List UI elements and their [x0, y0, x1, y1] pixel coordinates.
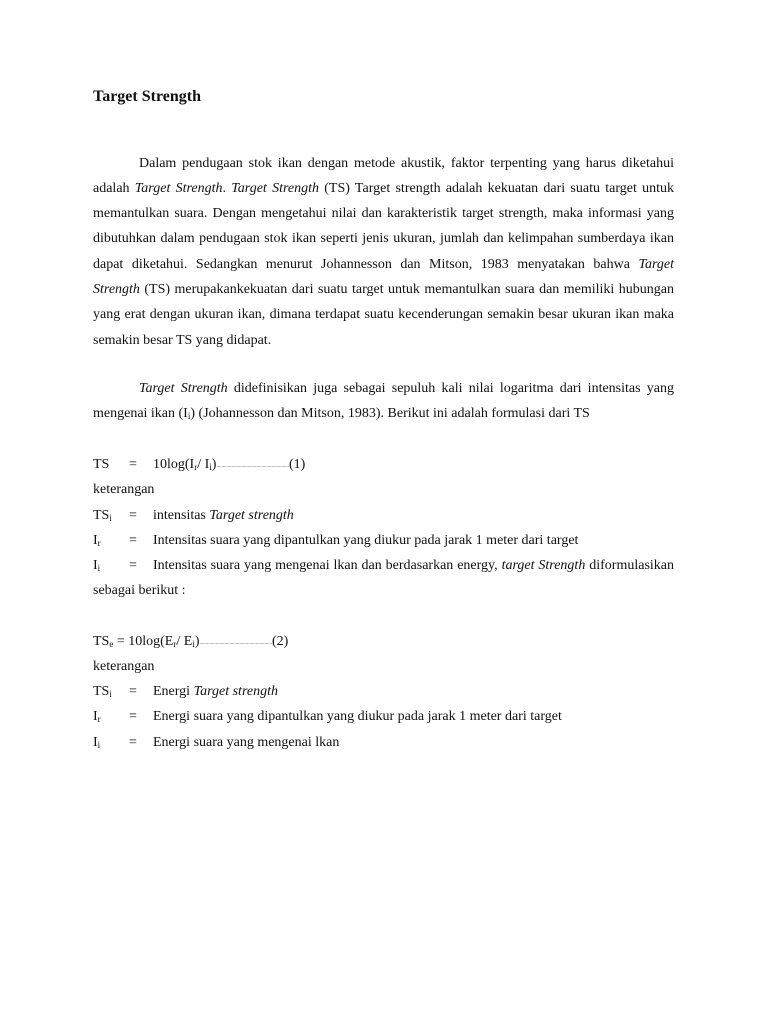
symbol: [93, 506, 129, 526]
subscript: i: [109, 513, 112, 523]
formula-expr: / I: [197, 457, 210, 472]
subscript: i: [109, 689, 112, 699]
formula-expr: ): [194, 634, 200, 649]
ket2-row-ts: [93, 682, 278, 702]
leader-dots: ..........................................................: [199, 641, 272, 646]
symbol: [93, 531, 129, 551]
symbol: [93, 553, 129, 578]
formula-2: [93, 632, 288, 654]
italic-term: Target Strength: [231, 180, 319, 196]
italic-term: Target Strength: [139, 380, 228, 396]
equals-sign: =: [129, 533, 137, 548]
subscript: r: [97, 714, 101, 724]
subscript: r: [97, 538, 101, 548]
formula-lhs: TS: [93, 634, 110, 649]
subscript: i: [187, 410, 191, 421]
formula-1: [93, 455, 305, 477]
keterangan-label-2: keterangan: [93, 659, 155, 674]
definition: diformulasikan sebagai berikut :: [93, 557, 675, 598]
text: .: [222, 180, 232, 196]
italic-term: Target Strength: [134, 180, 223, 196]
ket2-row-ir: [93, 707, 562, 727]
equation-number: (1): [288, 457, 306, 472]
keterangan-label-1: keterangan: [93, 482, 155, 497]
equals-sign: =: [129, 557, 137, 573]
text: (TS) merupakankekuatan dari suatu target untuk memantulkan suara dan memiliki hubungan yang erat dengan ukuran ikan, dimana terdapat suatu kecenderungan semakin besar ukuran ikan maka semakin besar TS yang didapat.: [93, 281, 674, 348]
definition: Intensitas suara yang dipantulkan yang diukur pada jarak 1 meter dari target: [153, 533, 579, 548]
formula-lhs: TS: [93, 457, 110, 472]
symbol: [93, 682, 129, 702]
subscript: i: [192, 639, 195, 649]
ket1-row-ii: [93, 553, 674, 604]
symbol-text: TS: [93, 508, 110, 523]
equals-sign: =: [129, 508, 137, 523]
subscript: i: [209, 462, 212, 472]
italic-term: target Strength: [501, 557, 586, 573]
definition: Energi suara yang dipantulkan yang diukur pada jarak 1 meter dari target: [153, 709, 562, 724]
subscript: e: [109, 639, 114, 649]
text: Dalam pendugaan stok ikan dengan metode akustik, faktor terpenting yang harus diketahui adalah: [93, 155, 674, 196]
subscript: r: [194, 462, 198, 472]
italic-term: Target strength: [193, 684, 278, 699]
paragraph-2: [93, 376, 674, 427]
formula-expr: ): [211, 457, 217, 472]
definition: intensitas: [153, 508, 210, 523]
text: ) (Johannesson dan Mitson, 1983). Berikut ini adalah formulasi dari TS: [190, 405, 590, 421]
symbol-text: TS: [93, 684, 110, 699]
subscript: r: [173, 639, 177, 649]
symbol-text: I: [93, 557, 98, 573]
formula-expr: 10log(I: [153, 457, 195, 472]
paragraph-1: [93, 151, 674, 353]
formula-expr: / E: [176, 634, 193, 649]
text: didefinisikan juga sebagai sepuluh kali nilai logaritma dari intensitas yang mengenai ikan (I: [93, 380, 674, 421]
italic-term: Target Strength: [93, 256, 674, 297]
equation-number: (2): [271, 634, 289, 649]
equals-sign: =: [129, 457, 137, 472]
ket2-row-ii: [93, 733, 339, 753]
formula-expr: = 10log(E: [113, 634, 174, 649]
ket1-row-ir: [93, 531, 578, 551]
definition: Energi suara yang mengenai lkan: [153, 735, 340, 750]
leader-dots: ..........................................................: [216, 464, 289, 469]
equals-sign: =: [129, 709, 137, 724]
subscript: i: [97, 740, 101, 750]
equals-sign: =: [129, 735, 137, 750]
ket1-row-ts: [93, 506, 294, 526]
text: (TS) Target strength adalah kekuatan dari suatu target untuk memantulkan suara. Dengan mengetahui nilai dan karakteristik target strength, maka informasi yang dibutuhkan dalam pendugaan stok ikan seperti jenis ukuran, jumlah dan kelimpahan sumberdaya ikan dapat diketahui. Sedangkan menurut Johannesson dan Mitson, 1983 menyatakan bahwa: [93, 180, 675, 272]
subscript: i: [97, 562, 101, 573]
equals-sign: =: [129, 684, 137, 699]
symbol-text: I: [93, 709, 98, 724]
section-heading: Target Strength: [93, 88, 201, 105]
symbol: [93, 707, 129, 727]
italic-term: Target strength: [209, 508, 294, 523]
definition: Intensitas suara yang mengenai lkan dan berdasarkan energy,: [153, 557, 502, 573]
symbol-text: I: [93, 735, 98, 750]
definition: Energi: [153, 684, 194, 699]
symbol: [93, 733, 129, 753]
symbol-text: I: [93, 533, 98, 548]
